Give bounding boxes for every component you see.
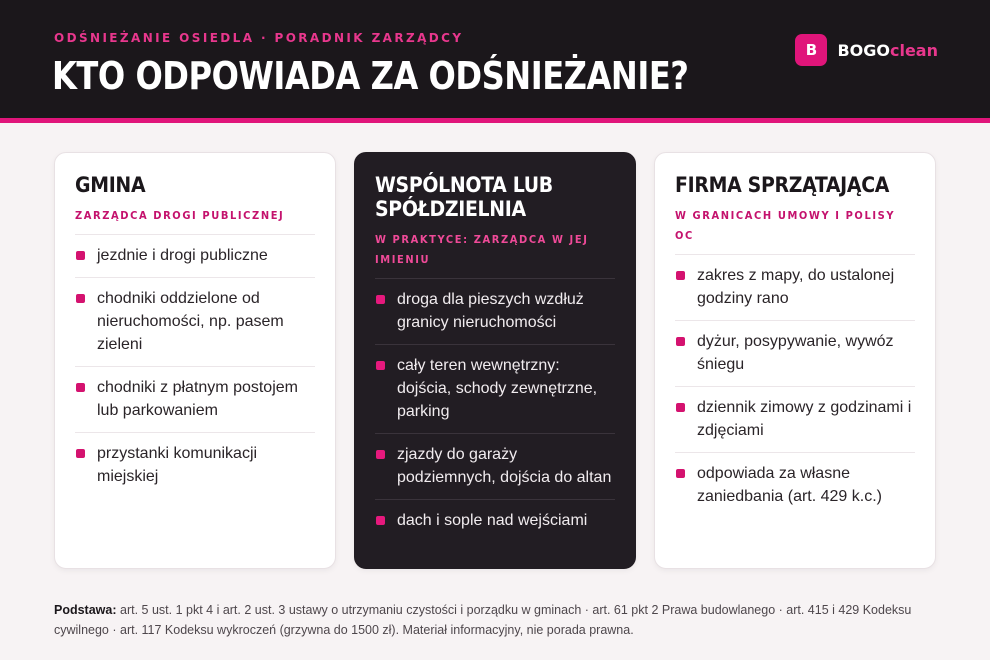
list-item-text: jezdnie i drogi publiczne [97,247,268,264]
list-item-text: przystanki komunikacji miejskiej [97,445,258,485]
bullet-icon [376,516,385,525]
brand-name [837,41,938,60]
list-item-text: zakres z mapy, do ustalonej godziny rano [697,267,895,307]
bullet-icon [76,449,85,458]
list-item [375,434,615,500]
bullet-icon [376,295,385,304]
bullet-icon [676,403,685,412]
list-item [675,387,915,453]
card-title: FIRMA SPRZĄTAJĄCA [675,173,890,197]
list-item [375,345,615,434]
kicker: ODŚNIEŻANIE OSIEDLA · PORADNIK ZARZĄDCY [54,31,464,45]
list-item-text: zjazdy do garaży podziemnych, dojścia do altan [397,446,612,486]
footnote-text: art. 5 ust. 1 pkt 4 i art. 2 ust. 3 ustawy o utrzymaniu czystości i porządku w gminach · art. 61 pkt 2 Prawa budowlanego · art. 415 i 429 Kodeksu cywilnego · art. 117 Kodeksu wykroczeń (grzywna do 1500 zł). Materiał informacyjny, nie porada prawna. [54,603,912,637]
list-item-text: chodniki z płatnym postojem lub parkowaniem [97,379,298,419]
header-bar [0,0,990,118]
card-list [375,279,615,542]
bullet-icon [76,383,85,392]
card-title: GMINA [75,173,146,197]
brand-logo[interactable] [795,34,938,66]
footnote-label: Podstawa: [54,603,117,617]
card-title: WSPÓLNOTA LUB SPÓŁDZIELNIA [375,173,553,221]
list-item [675,255,915,321]
card-subtitle: W GRANICACH UMOWY I POLISY OC [675,206,915,255]
bullet-icon [76,294,85,303]
list-item [375,500,615,542]
list-item [75,278,315,367]
bullet-icon [676,337,685,346]
bullet-icon [76,251,85,260]
card-list [75,235,315,498]
list-item-text: dziennik zimowy z godzinami i zdjęciami [697,399,912,439]
list-item-text: cały teren wewnętrzny: dojścia, schody zewnętrzne, parking [397,357,598,420]
list-item [75,235,315,278]
list-item [75,367,315,433]
card-wspolnota [354,152,636,569]
list-item-text: dyżur, posypywanie, wywóz śniegu [697,333,894,373]
brand-mark-icon: B [795,34,827,66]
list-item [675,321,915,387]
list-item-text: dach i sople nad wejściami [397,512,588,529]
card-subtitle: W PRAKTYCE: ZARZĄDCA W JEJ IMIENIU [375,230,615,279]
list-item [675,453,915,518]
card-list [675,255,915,518]
bullet-icon [676,271,685,280]
bullet-icon [376,361,385,370]
bullet-icon [376,450,385,459]
list-item-text: droga dla pieszych wzdłuż granicy nieruchomości [397,291,584,331]
card-gmina [54,152,336,569]
header-accent-stripe [0,118,990,123]
card-firma [654,152,936,569]
page-title: KTO ODPOWIADA ZA ODŚNIEŻANIE? [52,54,689,98]
card-subtitle: ZARZĄDCA DROGI PUBLICZNEJ [75,206,315,235]
brand-name-part1: BOGO [837,40,890,60]
list-item [375,279,615,345]
bullet-icon [676,469,685,478]
footnote [54,600,944,640]
list-item-text: chodniki oddzielone od nieruchomości, np. pasem zieleni [97,290,284,353]
brand-name-part2: clean [889,40,938,60]
list-item [75,433,315,498]
list-item-text: odpowiada za własne zaniedbania (art. 429 k.c.) [697,465,882,505]
